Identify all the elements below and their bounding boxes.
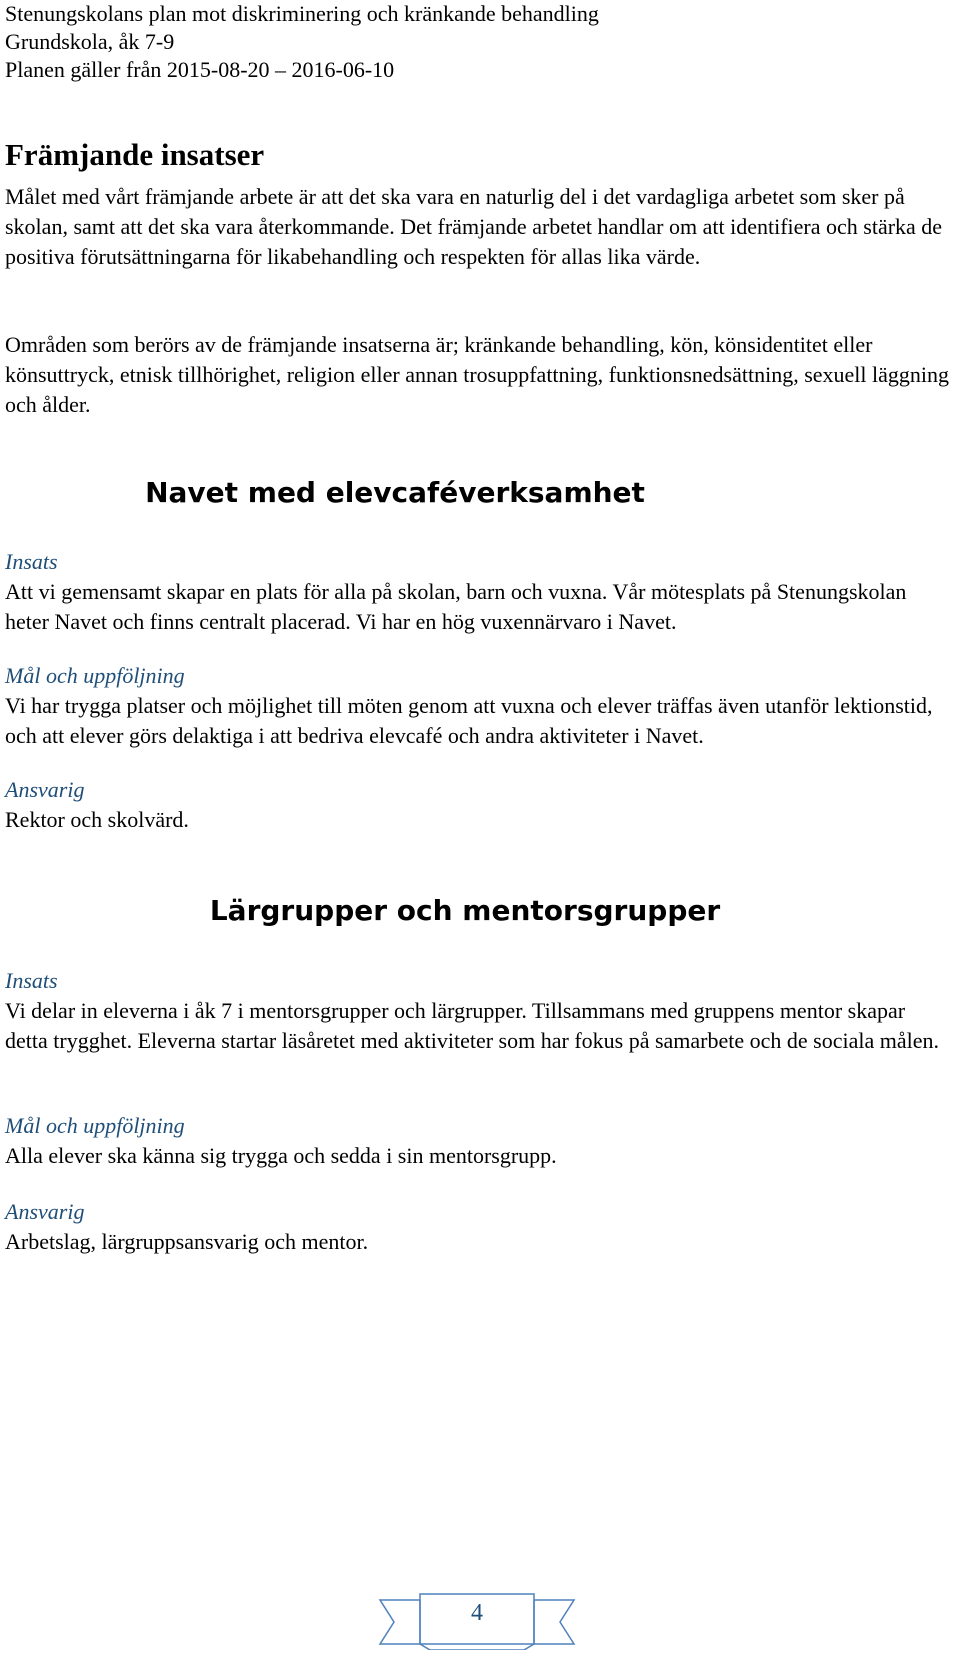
mal-text: Vi har trygga platser och möjlighet till möten genom att vuxna och elever träffas även utanför lektionstid, och att elever görs delaktiga i att bedriva elevcafé och andra aktiviteter i Navet. <box>5 693 933 748</box>
section-heading-navet: Navet med elevcaféverksamhet <box>145 476 645 509</box>
intro-heading: Främjande insatser <box>5 137 265 172</box>
header-validity: Planen gäller från 2015-08-20 – 2016-06-10 <box>5 57 395 82</box>
insats-text: Vi delar in eleverna i åk 7 i mentorsgrupper och lärgrupper. Tillsammans med gruppens mentor skapar detta trygghet. Eleverna startar läsåretet med aktiviteter som har fokus på samarbete och de sociala målen. <box>5 998 940 1053</box>
ansvarig-label: Ansvarig <box>5 1199 85 1224</box>
insats-label: Insats <box>5 549 58 574</box>
insats-text: Att vi gemensamt skapar en plats för alla på skolan, barn och vuxna. Vår mötesplats på Stenungskolan heter Navet och finns centralt placerad. Vi har en hög vuxennärvaro i Navet. <box>5 579 907 634</box>
insats-label: Insats <box>5 968 58 993</box>
ansvarig-text: Rektor och skolvärd. <box>5 807 189 832</box>
document-header <box>5 0 599 84</box>
mal-label: Mål och uppföljning <box>5 663 185 688</box>
intro-paragraph-1: Målet med vårt främjande arbete är att det ska vara en naturlig del i det vardagliga arbetet som sker på skolan, samt att det ska vara återkommande. Det främjande arbetet handlar om att identifiera och stärka de positiva förutsättningarna för likabehandling och respekten för allas lika värde. <box>5 184 943 269</box>
intro-paragraph-2: Områden som berörs av de främjande insatserna är; kränkande behandling, kön, könsidentitet eller könsuttryck, etnisk tillhörighet, religion eller annan trosuppfattning, funktionsnedsättning, sexuell läggning och ålder. <box>5 332 950 417</box>
header-title: Stenungskolans plan mot diskriminering och kränkande behandling <box>5 1 599 26</box>
header-school-level: Grundskola, åk 7-9 <box>5 29 175 54</box>
ansvarig-label: Ansvarig <box>5 777 85 802</box>
page-number-badge <box>378 1590 576 1650</box>
page-number: 4 <box>471 1600 483 1626</box>
mal-text: Alla elever ska känna sig trygga och sedda i sin mentorsgrupp. <box>5 1143 557 1168</box>
mal-label: Mål och uppföljning <box>5 1113 185 1138</box>
ansvarig-text: Arbetslag, lärgruppsansvarig och mentor. <box>5 1229 369 1254</box>
section-heading-largrupper: Lärgrupper och mentorsgrupper <box>209 894 721 927</box>
